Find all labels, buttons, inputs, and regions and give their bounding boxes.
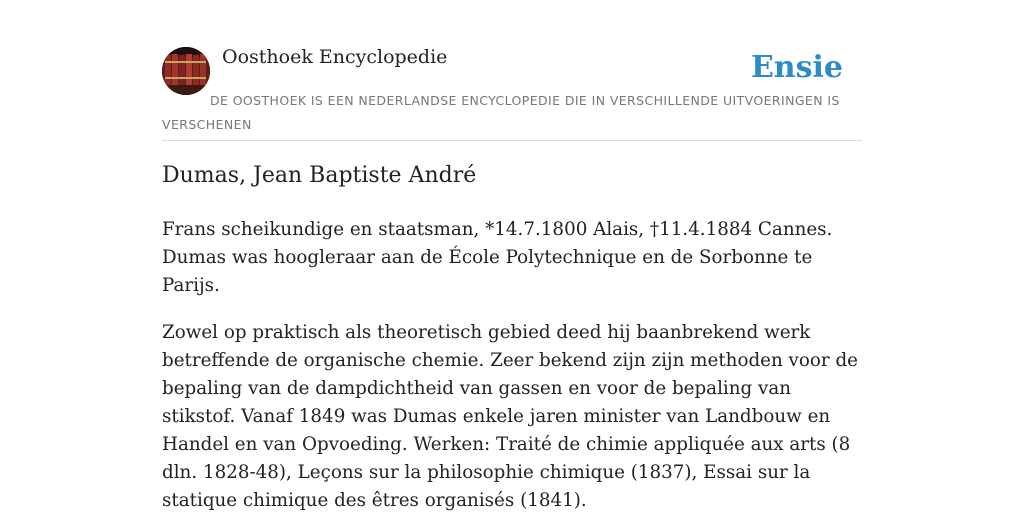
header (162, 0, 862, 141)
article-paragraph: Frans scheikundige en staatsman, *14.7.1800 Alais, †11.4.1884 Cannes. Dumas was hoogleraar aan de École Polytechnique en de Sorbonne te Parijs. (162, 219, 833, 296)
site-title[interactable]: Oosthoek Encyclopedie (222, 46, 448, 68)
article-title: Dumas, Jean Baptiste André (162, 163, 477, 188)
article-body (162, 216, 862, 512)
site-tagline: DE OOSTHOEK IS EEN NEDERLANDSE ENCYCLOPEDIE DIE IN VERSCHILLENDE UITVOERINGEN IS VERSCHENEN (162, 93, 840, 132)
encyclopedia-books-icon[interactable] (162, 47, 210, 95)
brand-logo[interactable]: Ensie (750, 50, 843, 85)
article-paragraph: Zowel op praktisch als theoretisch gebied deed hij baanbrekend werk betreffende de organische chemie. Zeer bekend zijn zijn methoden voor de bepaling van de dampdichtheid van gassen en voor de bepaling van stikstof. Vanaf 1849 was Dumas enkele jaren minister van Landbouw en Handel en van Opvoeding. Werken: Traité de chimie appliquée aux arts (8 dln. 1828-48), Leçons sur la philosophie chimique (1837), Essai sur la statique chimique des êtres organisés (1841). (162, 322, 858, 511)
page (162, 0, 862, 512)
